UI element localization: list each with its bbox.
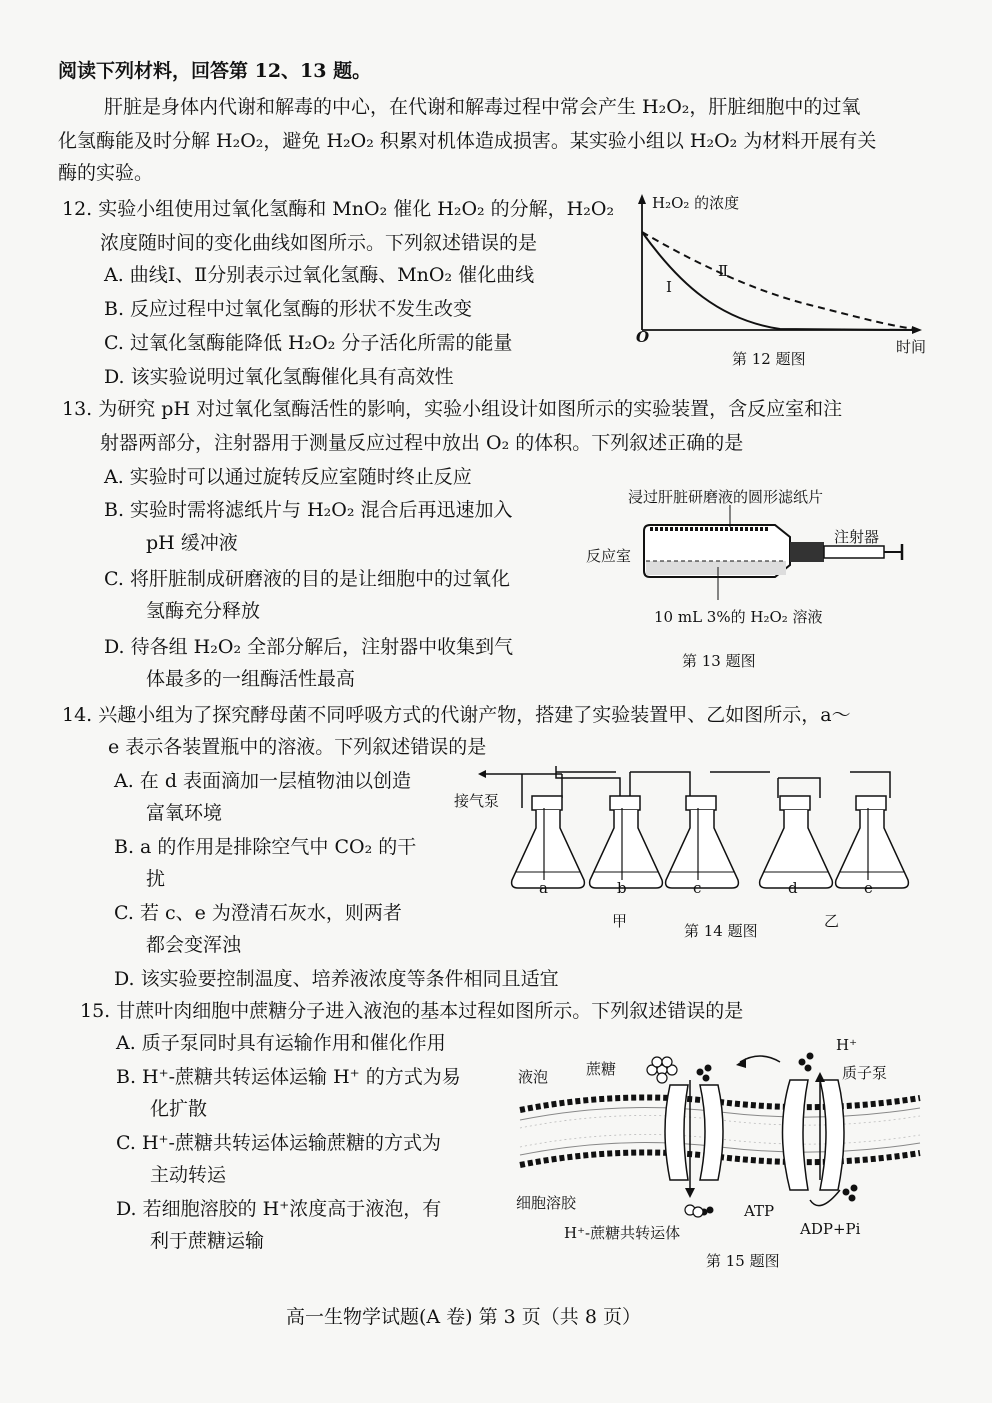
q13-option-b-2: pH 缓冲液 [146, 532, 238, 554]
q14-option-a-2: 富氧环境 [146, 802, 223, 824]
q14-setup-1-label: 甲 [612, 912, 628, 930]
q13-caption: 第 13 题图 [682, 652, 756, 670]
q15-vacuole-label: 液泡 [518, 1068, 549, 1086]
q15-sucrose-label: 蔗糖 [586, 1060, 617, 1078]
q14-option-c-2: 都会变浑浊 [146, 934, 242, 956]
q15-atp-label: ATP [744, 1202, 775, 1220]
q12-origin: O [636, 328, 650, 346]
q12-ylabel: H₂O₂ 的浓度 [652, 194, 740, 212]
q14-stem-2: e 表示各装置瓶中的溶液。下列叙述错误的是 [108, 736, 487, 758]
q14-setup-2-label: 乙 [824, 912, 840, 930]
q12-option-d: D. 该实验说明过氧化氢酶催化具有高效性 [104, 366, 454, 388]
q13-option-c-1: C. 将肝脏制成研磨液的目的是让细胞中的过氧化 [104, 568, 510, 590]
q12-y-arrow [638, 194, 646, 204]
q15-option-c-1: C. H⁺-蔗糖共转运体运输蔗糖的方式为 [116, 1132, 441, 1154]
intro-line-1: 肝脏是身体内代谢和解毒的中心，在代谢和解毒过程中常会产生 H₂O₂，肝脏细胞中的过氧 [104, 96, 861, 118]
q15-option-b-1: B. H⁺-蔗糖共转运体运输 H⁺ 的方式为易 [116, 1066, 461, 1088]
q13-paper-label: 浸过肝脏研磨液的圆形滤纸片 [628, 488, 824, 506]
q14-flask-d-label: d [788, 879, 798, 897]
q15-proton-pump-shape [783, 1080, 845, 1190]
q15-hplus-label: H⁺ [836, 1036, 857, 1054]
q13-syringe-barrel [824, 546, 884, 558]
q14-flask-c-label: c [693, 879, 702, 897]
q15-caption: 第 15 题图 [706, 1252, 780, 1270]
q12-stem-2: 浓度随时间的变化曲线如图所示。下列叙述错误的是 [100, 232, 538, 254]
q13-syringe-label: 注射器 [834, 528, 880, 546]
flask-c [666, 796, 739, 888]
q15-option-d-1: D. 若细胞溶胶的 H⁺浓度高于液泡，有 [116, 1198, 442, 1220]
q14-pump-label: 接气泵 [454, 792, 500, 810]
q15-pump-label: 质子泵 [842, 1064, 888, 1082]
intro-line-2: 化氢酶能及时分解 H₂O₂，避免 H₂O₂ 积累对机体造成损害。某实验小组以 H₂O₂ 为材料开展有关 [58, 130, 877, 152]
q15-cotransporter-shape [665, 1085, 723, 1180]
q13-option-a: A. 实验时可以通过旋转反应室随时终止反应 [104, 466, 472, 488]
q13-stem-1: 13. 为研究 pH 对过氧化氢酶活性的影响，实验小组设计如图所示的实验装置，含反应室和注 [62, 398, 843, 420]
q12-caption: 第 12 题图 [732, 350, 806, 368]
intro-line-3: 酶的实验。 [58, 162, 154, 184]
q14-option-a-1: A. 在 d 表面滴加一层植物油以创造 [114, 770, 412, 792]
q13-option-b-1: B. 实验时需将滤纸片与 H₂O₂ 混合后再迅速加入 [104, 499, 513, 521]
q15-cotransporter-label: H⁺-蔗糖共转运体 [564, 1224, 681, 1242]
q15-option-c-2: 主动转运 [150, 1164, 227, 1186]
q15-option-d-2: 利于蔗糖运输 [150, 1230, 265, 1252]
q13-solution-label: 10 mL 3%的 H₂O₂ 溶液 [654, 608, 823, 626]
q13-chamber-label: 反应室 [586, 547, 632, 565]
flask-a [512, 796, 585, 888]
q12-stem-1: 12. 实验小组使用过氧化氢酶和 MnO₂ 催化 H₂O₂ 的分解，H₂O₂ [62, 198, 615, 220]
page-footer: 高一生物学试题(A 卷) 第 3 页（共 8 页） [286, 1306, 641, 1328]
q14-option-c-1: C. 若 c、e 为澄清石灰水，则两者 [114, 902, 402, 924]
q14-caption: 第 14 题图 [684, 922, 758, 940]
q13-figure [640, 505, 920, 605]
q15-sucrose-molecules [647, 1057, 677, 1083]
flask-d [760, 796, 833, 888]
q14-stem-1: 14. 兴趣小组为了探究酵母菌不同呼吸方式的代谢产物，搭建了实验装置甲、乙如图所示，a～ [62, 704, 851, 726]
q13-option-d-2: 体最多的一组酶活性最高 [146, 668, 356, 690]
q13-option-d-1: D. 待各组 H₂O₂ 全部分解后，注射器中收集到气 [104, 636, 514, 658]
q12-xlabel: 时间 [896, 338, 927, 356]
q14-option-d: D. 该实验要控制温度、培养液浓度等条件相同且适宜 [114, 968, 559, 990]
q14-option-b-1: B. a 的作用是排除空气中 CO₂ 的干 [114, 836, 417, 858]
flask-b [590, 796, 663, 888]
q14-option-b-2: 扰 [146, 868, 166, 890]
q14-flask-e-label: e [864, 879, 873, 897]
q15-option-b-2: 化扩散 [150, 1098, 208, 1120]
q14-flask-a-label: a [539, 879, 548, 897]
q13-stopper [790, 542, 824, 562]
q15-stem: 15. 甘蔗叶肉细胞中蔗糖分子进入液泡的基本过程如图所示。下列叙述错误的是 [80, 1000, 744, 1022]
q15-option-a: A. 质子泵同时具有运输作用和催化作用 [116, 1032, 446, 1054]
q12-curve-1-label: Ⅰ [666, 278, 672, 296]
q14-flask-b-label: b [617, 879, 627, 897]
q13-stem-2: 射器两部分，注射器用于测量反应过程中放出 O₂ 的体积。下列叙述正确的是 [100, 432, 744, 454]
q12-option-a: A. 曲线Ⅰ、Ⅱ分别表示过氧化氢酶、MnO₂ 催化曲线 [104, 264, 535, 286]
q12-curve-2-label: Ⅱ [718, 262, 729, 280]
intro-heading: 阅读下列材料，回答第 12、13 题。 [58, 60, 372, 82]
q13-h2o2-solution [646, 561, 786, 575]
q15-adp-label: ADP+Pi [800, 1220, 861, 1238]
flask-e [836, 796, 909, 888]
q13-option-c-2: 氢酶充分释放 [146, 600, 261, 622]
q12-option-c: C. 过氧化氢酶能降低 H₂O₂ 分子活化所需的能量 [104, 332, 513, 354]
q12-option-b: B. 反应过程中过氧化氢酶的形状不发生改变 [104, 298, 473, 320]
q12-curve-1 [642, 232, 915, 330]
q15-cytosol-label: 细胞溶胶 [516, 1194, 577, 1212]
